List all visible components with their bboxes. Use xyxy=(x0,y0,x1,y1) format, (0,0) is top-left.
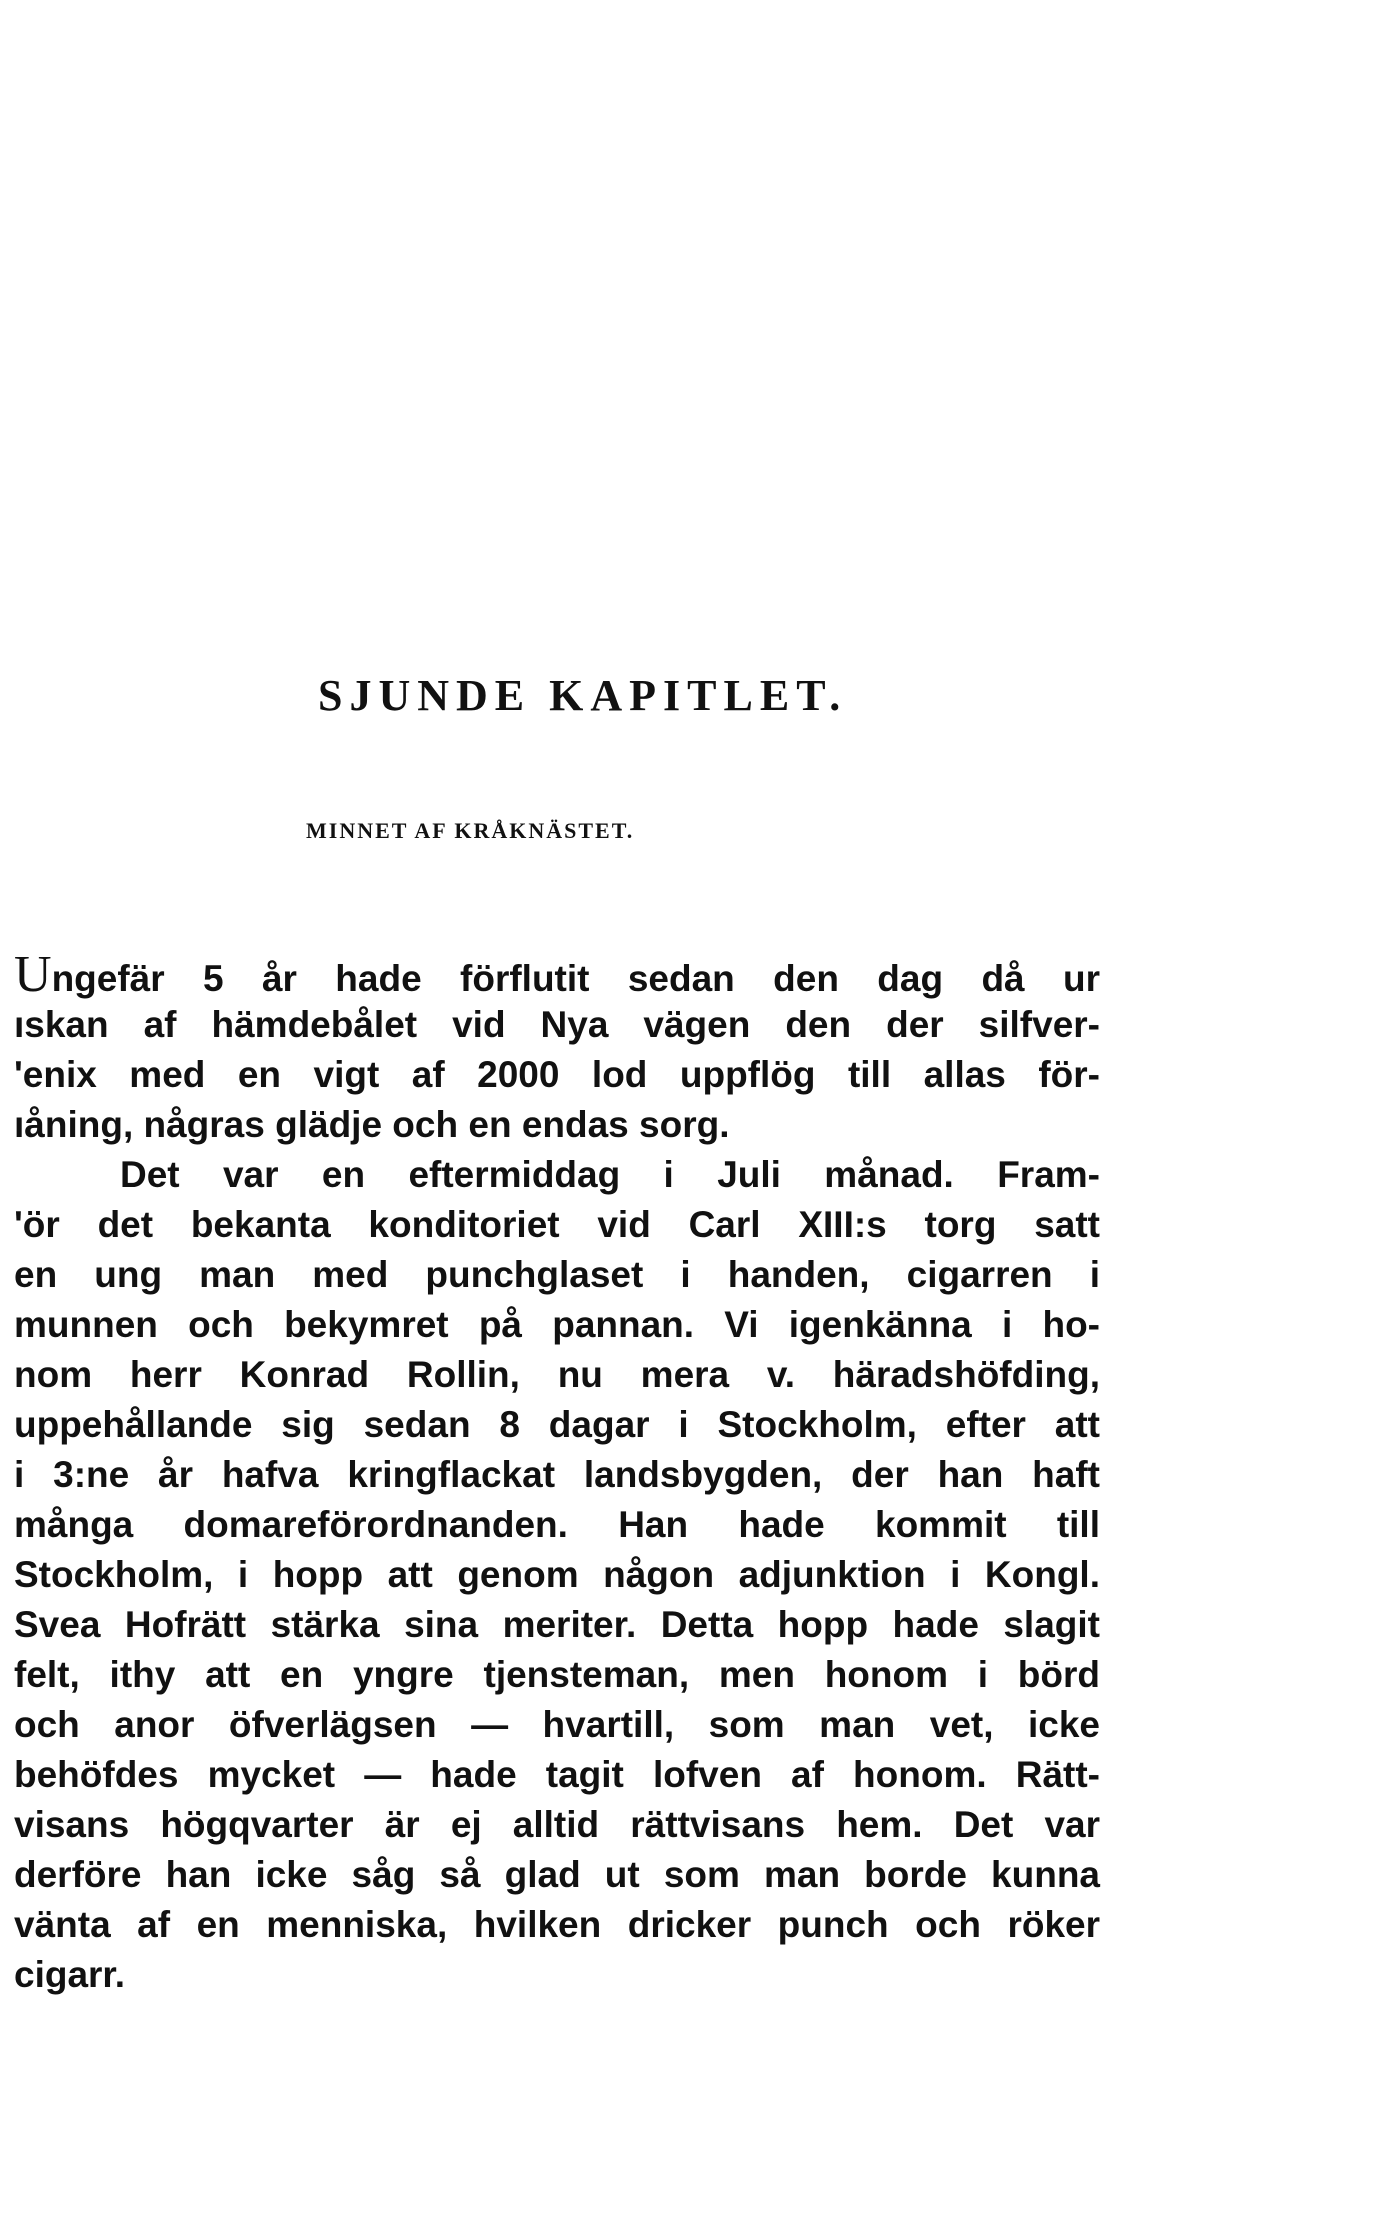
text-line: felt, ithy att en yngre tjensteman, men honom i börd xyxy=(14,1654,1100,1695)
text-line: visans högqvarter är ej alltid rättvisans hem. Det var xyxy=(14,1804,1100,1845)
text-line: Stockholm, i hopp att genom någon adjunktion i Kongl. xyxy=(14,1554,1100,1595)
text-line: munnen och bekymret på pannan. Vi igenkänna i ho- xyxy=(14,1304,1100,1345)
text-line: ıskan af hämdebålet vid Nya vägen den der silfver- xyxy=(14,1004,1100,1045)
text-line: och anor öfverlägsen — hvartill, som man vet, icke xyxy=(14,1704,1100,1745)
text-line: en ung man med punchglaset i handen, cigarren i xyxy=(14,1254,1100,1295)
text-line: cigarr. xyxy=(14,1954,126,1995)
chapter-subtitle: MINNET AF KRÅKNÄSTET. xyxy=(306,818,635,843)
text-line: Svea Hofrätt stärka sina meriter. Detta hopp hade slagit xyxy=(14,1604,1100,1645)
text-line: 'ör det bekanta konditoriet vid Carl XIII:s torg satt xyxy=(14,1204,1100,1245)
text-line: 'enix med en vigt af 2000 lod uppflög till allas för- xyxy=(14,1054,1100,1095)
drop-cap: U xyxy=(14,946,52,1003)
chapter-title: SJUNDE KAPITLET. xyxy=(318,671,848,720)
text-line: derföre han icke såg så glad ut som man borde kunna xyxy=(14,1854,1100,1895)
text-line: ıåning, någras glädje och en endas sorg. xyxy=(14,1104,730,1145)
text-line xyxy=(0,946,1100,1003)
text-line: nom herr Konrad Rollin, nu mera v. häradshöfding, xyxy=(14,1354,1100,1395)
text-line: vänta af en menniska, hvilken dricker punch och röker xyxy=(14,1904,1100,1945)
text-line: behöfdes mycket — hade tagit lofven af honom. Rätt- xyxy=(14,1754,1100,1795)
text-line: många domareförordnanden. Han hade kommit till xyxy=(14,1504,1100,1545)
body-text xyxy=(0,946,1100,2000)
text-line: uppehållande sig sedan 8 dagar i Stockholm, efter att xyxy=(14,1404,1100,1445)
text-line-content: ngefär 5 år hade förflutit sedan den dag då ur xyxy=(51,958,1100,999)
text-line: Det var en eftermiddag i Juli månad. Fram- xyxy=(120,1154,1100,1195)
text-line: i 3:ne år hafva kringflackat landsbygden, der han haft xyxy=(14,1454,1100,1495)
